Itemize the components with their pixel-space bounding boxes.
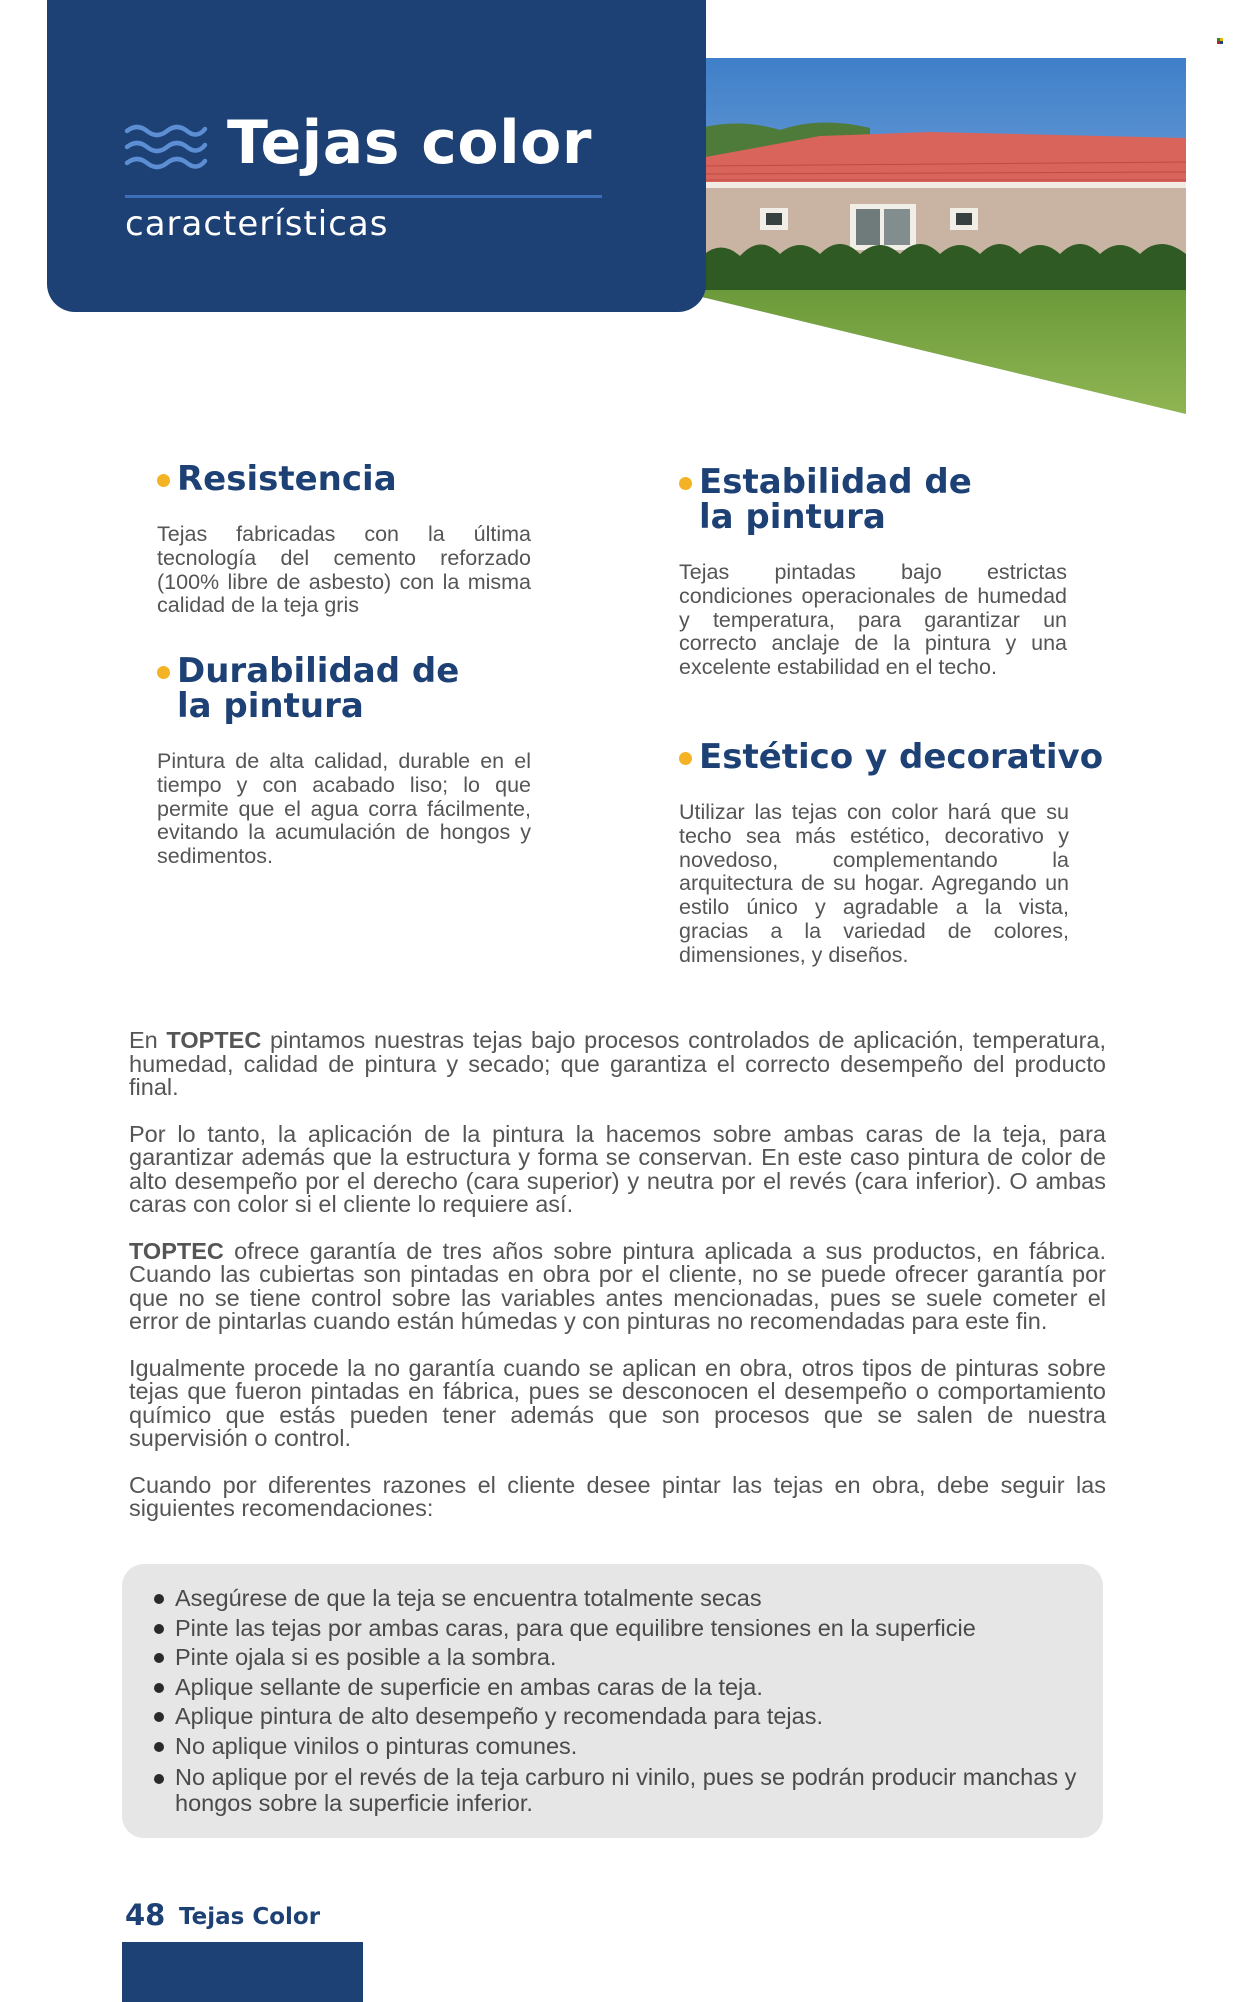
list-item: Pinte las tejas por ambas caras, para que equilibre tensiones en la superficie (153, 1614, 1083, 1644)
feature-durabilidad-title: Durabilidad de la pintura (157, 654, 531, 724)
body-paragraph: Por lo tanto, la aplicación de la pintura la hacemos sobre ambas caras de la teja, para garantizar además que la estructura y forma se conservan. En este caso pintura de color de alto desempeño por el derecho (cara superior) y neutra por el revés (cara inferior). O ambas caras con color si el cliente lo requiere así. (129, 1120, 1106, 1217)
brand-name: TOPTEC (129, 1237, 224, 1264)
bullet-dot-icon (157, 666, 170, 679)
title-divider (125, 195, 602, 198)
brand-name: TOPTEC (166, 1027, 262, 1053)
bullet-dot-icon (679, 752, 692, 765)
bullet-icon (154, 1712, 164, 1722)
bullet-icon (154, 1742, 164, 1752)
feature-resistencia-title: Resistencia (157, 462, 531, 497)
body-text (129, 1029, 1106, 1544)
body-paragraph: TOPTEC ofrece garantía de tres años sobre pintura aplicada a sus productos, en fábrica. Cuando las cubiertas son pintadas en obra por el cliente, no se puede ofrecer garantía por que no se tiene control sobre las variables antes mencionadas, pues se suele cometer el error de pintarlas cuando están húmedas y con pinturas no recomendadas para este fin. (129, 1237, 1106, 1334)
list-item: No aplique vinilos o pinturas comunes. (153, 1732, 1083, 1762)
list-item: Pinte ojala si es posible a la sombra. (153, 1643, 1083, 1673)
feature-estabilidad-title: Estabilidad de la pintura (679, 465, 1067, 535)
feature-estabilidad (679, 462, 1067, 680)
feature-estabilidad-text: Tejas pintadas bajo estrictas condiciones operacionales de humedad y temperatura, para garantizar un correcto anclaje de la pintura y una excelente estabilidad en el techo. (679, 560, 1067, 680)
feature-resistencia-text: Tejas fabricadas con la última tecnología del cemento reforzado (100% libre de asbesto) con la misma calidad de la teja gris (157, 522, 531, 618)
bullet-dot-icon (679, 477, 692, 490)
list-item: Aplique pintura de alto desempeño y recomendada para tejas. (153, 1702, 1083, 1732)
footer-bar (122, 1942, 363, 2002)
feature-estetico-text: Utilizar las tejas con color hará que su techo sea más estético, decorativo y novedoso, complementando la arquitectura de su hogar. Agregando un estilo único y agradable a la vista, gracias a la variedad de colores, dimensiones, y diseños. (679, 800, 1069, 967)
body-paragraph: Igualmente procede la no garantía cuando se aplican en obra, otros tipos de pinturas sobre tejas que fueron pintadas en fábrica, pues se desconocen el desempeño o comportamiento químico que estás pueden tener además que son procesos que se salen de nuestra supervisión o control. (129, 1354, 1106, 1451)
recommendations-list (122, 1564, 1103, 1816)
feature-durabilidad-text: Pintura de alta calidad, durable en el tiempo y con acabado liso; lo que permite que el agua corra fácilmente, evitando la acumulación de hongos y sedimentos. (157, 749, 531, 869)
feature-durabilidad (157, 651, 531, 869)
bullet-icon (154, 1683, 164, 1693)
feature-estetico-title: Estético y decorativo (679, 740, 1069, 775)
bullet-icon (154, 1594, 164, 1604)
bullet-icon (154, 1653, 164, 1663)
page-title: Tejas color (227, 108, 592, 178)
waves-icon (124, 122, 208, 172)
page-number: 48 (125, 1898, 166, 1932)
feature-estetico (679, 737, 1104, 968)
page-subtitle: características (125, 204, 389, 244)
feature-resistencia (157, 459, 531, 618)
footer-label: Tejas Color (179, 1904, 321, 1930)
body-paragraph: Cuando por diferentes razones el cliente desee pintar las tejas en obra, debe seguir las siguientes recomendaciones: (129, 1471, 1106, 1521)
recommendations-box (122, 1564, 1103, 1838)
list-item: No aplique por el revés de la teja carburo ni vinilo, pues se podrán producir manchas y hongos sobre la superficie inferior. (153, 1764, 1083, 1816)
bullet-icon (154, 1774, 164, 1784)
bullet-dot-icon (157, 474, 170, 487)
list-item: Aplique sellante de superficie en ambas caras de la teja. (153, 1673, 1083, 1703)
list-item: Asegúrese de que la teja se encuentra totalmente secas (153, 1584, 1083, 1614)
body-paragraph: En TOPTEC pintamos nuestras tejas bajo procesos controlados de aplicación, temperatura, humedad, calidad de pintura y secado; que garantiza el correcto desempeño del producto final. (129, 1027, 1106, 1100)
bullet-icon (154, 1624, 164, 1634)
house-photo (700, 58, 1186, 414)
registration-mark-icon (1217, 38, 1223, 44)
